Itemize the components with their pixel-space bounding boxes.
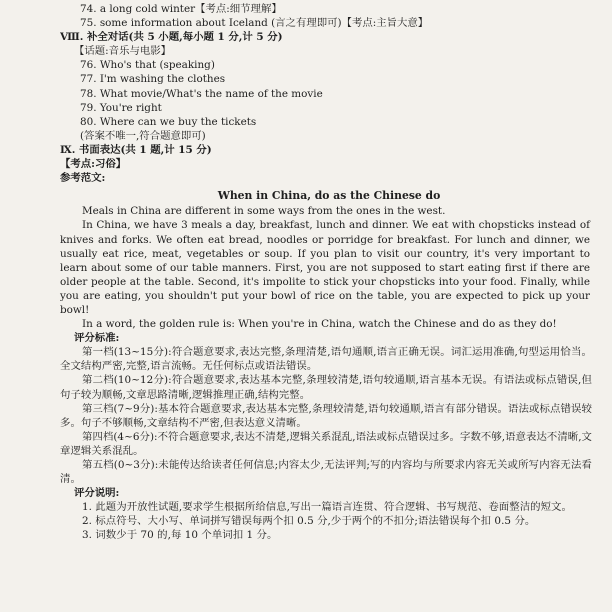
section-8-note: (答案不唯一,符合题意即可) <box>80 129 206 142</box>
essay-paragraph-3: In a word, the golden rule is: When you're in China, watch the Chinese and do as they do! <box>82 318 557 331</box>
answer-74: 74. a long cold winter【考点:细节理解】 <box>80 3 282 15</box>
scoring-level-3: 第三档(7~9分):基本符合题意要求,表达基本完整,条理较清楚,语句较通顺,语言有部分错误。语法或标点错误较多。句子不够顺畅,文章结构不严密,但表达意义清晰。 <box>60 402 592 429</box>
scoring-level-2: 第二档(10~12分):符合题意要求,表达基本完整,条理较清楚,语句较通顺,语言基本无误。有语法或标点错误,但句子较为顺畅,文章思路清晰,逻辑推理正确,结构完整。 <box>60 374 592 401</box>
answer-75: 75. some information about Iceland (言之有理即可)【考点:主旨大意】 <box>80 17 429 30</box>
section-9-heading: Ⅸ. 书面表达(共 1 题,计 15 分) <box>60 143 212 156</box>
essay-paragraph-2: In China, we have 3 meals a day, breakfast, lunch and dinner. We eat with chopsticks instead of knives and forks. We often eat bread, noodles or porridge for breakfast. For lunch and dinner, we usually eat rice, meat, vegetables or soup. If you plan to visit our country, it's very important to learn about some of our table manners. First, you are not supposed to start eating first if there are older people at the table. Second, it's impolite to stick your chopsticks into your food. Finally, while you are eating, you shouldn't put your bowl of rice on the table, you are expected to pick up your bowl! <box>60 219 590 316</box>
scoring-level-5: 第五档(0~3分):未能传达给读者任何信息;内容太少,无法评判;写的内容均与所要求内容无关或所写内容无法看清。 <box>60 459 592 486</box>
dialogue-answer-78: 78. What movie/What's the name of the movie <box>80 87 323 100</box>
sample-essay-label: 参考范文: <box>60 172 106 185</box>
dialogue-answer-77: 77. I'm washing the clothes <box>80 73 226 86</box>
dialogue-answer-76: 76. Who's that (speaking) <box>80 59 215 72</box>
scoring-level-1: 第一档(13~15分):符合题意要求,表达完整,条理清楚,语句通顺,语言正确无误。词汇运用准确,句型运用恰当。全文结构严密,完整,语言流畅。无任何标点或语法错误。 <box>60 346 592 373</box>
essay-title: When in China, do as the Chinese do <box>217 189 441 203</box>
scoring-note-2: 2. 标点符号、大小写、单词拼写错误每两个扣 0.5 分,少于两个的不扣分;语法错误每个扣 0.5 分。 <box>82 515 536 528</box>
scoring-notes-label: 评分说明: <box>74 487 120 500</box>
scoring-note-3: 3. 词数少于 70 的,每 10 个单词扣 1 分。 <box>82 529 278 542</box>
scoring-standard-label: 评分标准: <box>74 332 120 345</box>
section-8-heading: Ⅷ. 补全对话(共 5 小题,每小题 1 分,计 5 分) <box>60 31 283 44</box>
essay-paragraph-1: Meals in China are different in some ways from the ones in the west. <box>82 205 446 218</box>
section-9-topic: 【考点:习俗】 <box>60 158 127 171</box>
section-8-topic: 【话题:音乐与电影】 <box>74 45 172 58</box>
dialogue-answer-80: 80. Where can we buy the tickets <box>80 115 257 128</box>
scoring-note-1: 1. 此题为开放性试题,要求学生根据所给信息,写出一篇语言连贯、符合逻辑、书写规范、卷面整洁的短文。 <box>82 501 572 514</box>
dialogue-answer-79: 79. You're right <box>80 101 162 114</box>
scoring-level-4: 第四档(4~6分):不符合题意要求,表达不清楚,逻辑关系混乱,语法或标点错误过多。字数不够,语意表达不清晰,文章逻辑关系混乱。 <box>60 430 592 457</box>
